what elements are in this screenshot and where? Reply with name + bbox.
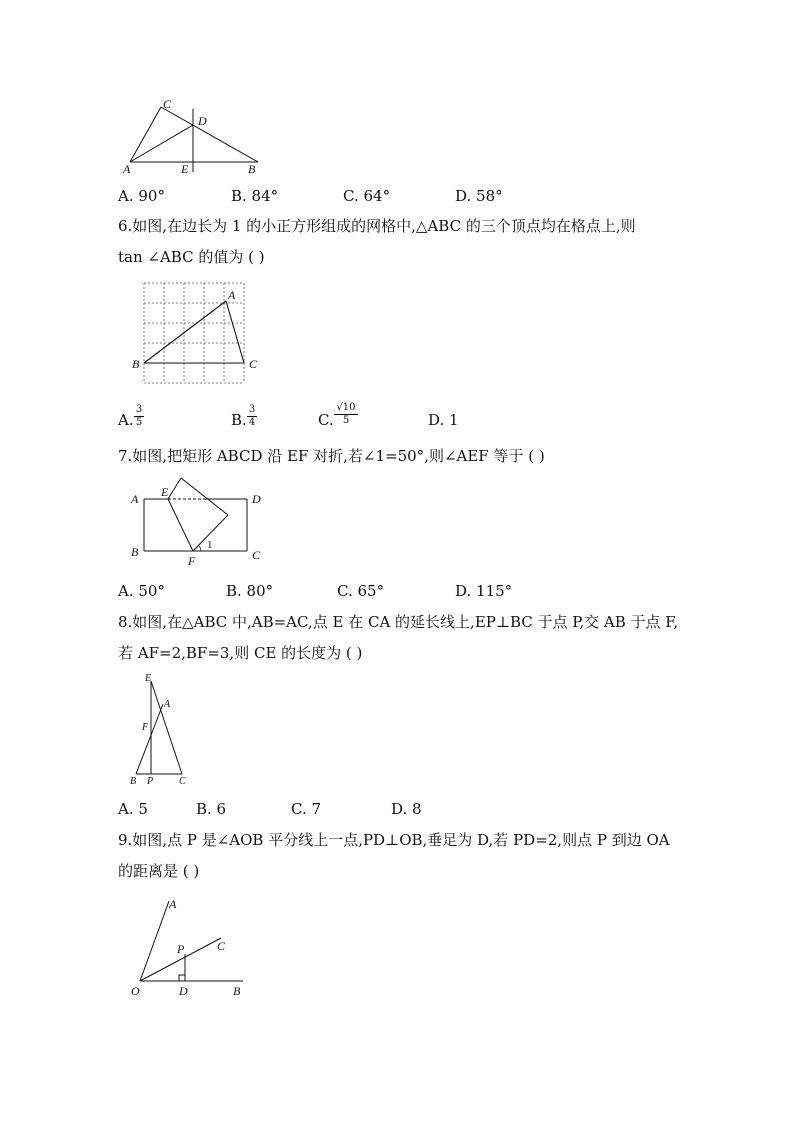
label-E: E: [161, 485, 169, 499]
label-C: C: [217, 939, 226, 953]
label-E: E: [181, 162, 189, 176]
q8-option-a: A. 5: [118, 800, 148, 818]
label-P: P: [147, 776, 154, 787]
q6-figure: [128, 280, 263, 385]
label-B: B: [132, 357, 140, 371]
q5-option-c: C. 64°: [343, 187, 391, 205]
label-A: A: [164, 699, 171, 710]
q6-option-b-prefix: B.: [231, 411, 247, 429]
q6-option-d: D. 1: [428, 411, 459, 429]
q5-option-b: B. 84°: [231, 187, 279, 205]
q6-option-b-fraction: [247, 405, 257, 428]
numerator: √10: [336, 402, 356, 413]
q5-option-d: D. 58°: [455, 187, 503, 205]
q6-option-a-prefix: A.: [118, 411, 134, 429]
numerator: 3: [135, 404, 143, 415]
q6-option-c-prefix: C.: [318, 411, 334, 429]
q8-figure: [126, 672, 196, 790]
label-P: P: [177, 942, 185, 956]
denominator: 5: [342, 415, 350, 426]
label-D: D: [198, 114, 207, 128]
q6-option-c-fraction: [334, 403, 358, 426]
label-A: A: [131, 492, 139, 506]
q8-option-c: C. 7: [291, 800, 322, 818]
q7-option-d: D. 115°: [455, 582, 513, 600]
denominator: 4: [248, 417, 256, 428]
label-F: F: [188, 554, 196, 568]
q7-line1: 7.如图,把矩形 ABCD 沿 EF 对折,若∠1=50°,则∠AEF 等于 ( ): [118, 447, 545, 465]
q5-figure: [118, 95, 268, 177]
label-B: B: [248, 162, 256, 176]
label-A: A: [169, 897, 177, 911]
q7-option-b: B. 80°: [226, 582, 274, 600]
q8-line2: 若 AF=2,BF=3,则 CE 的长度为 ( ): [118, 644, 363, 662]
label-B: B: [131, 545, 139, 559]
q7-option-a: A. 50°: [118, 582, 165, 600]
label-C: C: [163, 97, 172, 111]
q9-line1: 9.如图,点 P 是∠AOB 平分线上一点,PD⊥OB,垂足为 D,若 PD=2,则点 P 到边 OA: [118, 831, 670, 849]
q6-option-a-fraction: [134, 405, 144, 428]
q8-option-d: D. 8: [391, 800, 422, 818]
label-A: A: [228, 288, 236, 302]
q7-option-c: C. 65°: [337, 582, 385, 600]
numerator: 3: [248, 404, 256, 415]
q9-line2: 的距离是 ( ): [118, 862, 200, 880]
label-D: D: [179, 984, 188, 998]
label-F: F: [142, 722, 149, 733]
angle-label-1: 1: [207, 539, 213, 551]
label-D: D: [252, 492, 261, 506]
denominator: 5: [135, 417, 143, 428]
q6-line2: tan ∠ABC 的值为 ( ): [118, 248, 265, 266]
q7-figure: [128, 476, 268, 572]
label-C: C: [249, 357, 258, 371]
label-E: E: [145, 673, 152, 684]
q5-option-a: A. 90°: [118, 187, 165, 205]
label-C: C: [252, 548, 261, 562]
q8-line1: 8.如图,在△ABC 中,AB=AC,点 E 在 CA 的延长线上,EP⊥BC 于点 P,交 AB 于点 F,: [118, 613, 679, 631]
q6-line1: 6.如图,在边长为 1 的小正方形组成的网格中,△ABC 的三个顶点均在格点上,则: [118, 217, 636, 235]
q9-figure: [126, 892, 256, 1000]
label-C: C: [179, 776, 186, 787]
label-B: B: [233, 984, 241, 998]
label-B: B: [130, 776, 137, 787]
label-O: O: [131, 984, 140, 998]
q8-option-b: B. 6: [196, 800, 227, 818]
label-A: A: [123, 162, 131, 176]
